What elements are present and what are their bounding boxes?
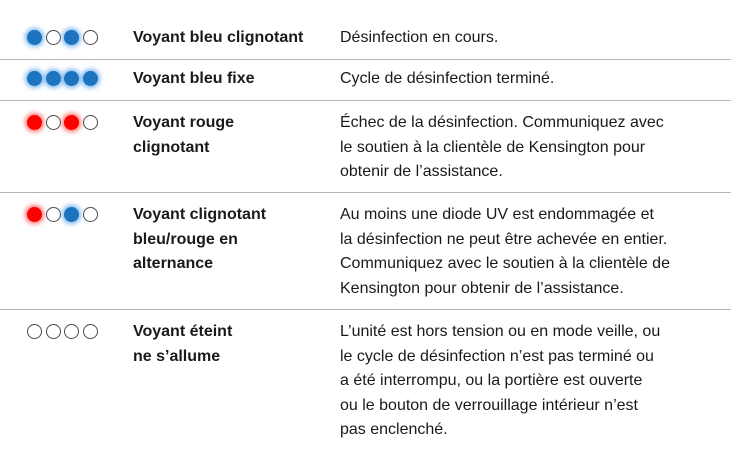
state-line: bleu/rouge en bbox=[133, 230, 238, 248]
desc-line: Au moins une diode UV est endommagée et bbox=[340, 206, 654, 223]
led-off-icon bbox=[83, 207, 98, 222]
led-state-label bbox=[133, 320, 340, 369]
led-state-label bbox=[133, 67, 340, 92]
led-state-description bbox=[340, 203, 731, 301]
led-red-icon bbox=[27, 115, 42, 130]
table-row bbox=[0, 310, 731, 452]
led-indicator-group bbox=[0, 207, 133, 222]
led-off-icon bbox=[27, 324, 42, 339]
led-blue-icon bbox=[83, 71, 98, 86]
table-row bbox=[0, 60, 731, 101]
state-line: alternance bbox=[133, 255, 214, 272]
desc-line: pas enclenché. bbox=[340, 421, 448, 438]
led-blue-icon bbox=[27, 30, 42, 45]
desc-line: Désinfection en cours. bbox=[340, 29, 499, 46]
desc-line: Échec de la désinfection. Communiquez avec bbox=[340, 114, 664, 131]
led-state-description bbox=[340, 67, 731, 92]
led-blue-icon bbox=[64, 30, 79, 45]
led-indicator-group bbox=[0, 71, 133, 86]
led-off-icon bbox=[46, 30, 61, 45]
led-indicator-group bbox=[0, 30, 133, 45]
led-off-icon bbox=[83, 115, 98, 130]
led-indicator-group bbox=[0, 115, 133, 130]
led-red-icon bbox=[64, 115, 79, 130]
led-off-icon bbox=[83, 324, 98, 339]
state-line: ne s’allume bbox=[133, 347, 221, 365]
led-state-description bbox=[340, 26, 731, 51]
led-red-icon bbox=[27, 207, 42, 222]
led-indicator-group bbox=[0, 324, 133, 339]
desc-line: le cycle de désinfection n’est pas terminé ou bbox=[340, 347, 654, 365]
led-off-icon bbox=[46, 207, 61, 222]
led-state-description bbox=[340, 320, 731, 443]
desc-line: Communiquez avec le soutien à la clientèle de bbox=[340, 255, 670, 272]
desc-line: obtenir de l’assistance. bbox=[340, 163, 503, 180]
led-state-description bbox=[340, 111, 731, 185]
desc-line: ou le bouton de verrouillage intérieur n’est bbox=[340, 396, 638, 414]
led-off-icon bbox=[64, 324, 79, 339]
led-blue-icon bbox=[64, 207, 79, 222]
led-off-icon bbox=[46, 324, 61, 339]
state-line: Voyant éteint bbox=[133, 323, 233, 340]
state-line: Voyant clignotant bbox=[133, 206, 267, 223]
desc-line: Cycle de désinfection terminé. bbox=[340, 70, 555, 87]
desc-line: a été interrompu, ou la portière est ouverte bbox=[340, 372, 643, 389]
state-line: clignotant bbox=[133, 138, 210, 156]
table-row bbox=[0, 101, 731, 193]
led-off-icon bbox=[83, 30, 98, 45]
desc-line: L’unité est hors tension ou en mode veille, ou bbox=[340, 323, 661, 340]
table-row bbox=[0, 193, 731, 310]
led-state-label bbox=[133, 26, 340, 51]
led-state-label bbox=[133, 203, 340, 277]
led-blue-icon bbox=[46, 71, 61, 86]
desc-line: la désinfection ne peut être achevée en entier. bbox=[340, 230, 668, 248]
desc-line: le soutien à la clientèle de Kensington pour bbox=[340, 138, 646, 156]
state-line: Voyant bleu clignotant bbox=[133, 29, 304, 46]
table-row bbox=[0, 0, 731, 60]
desc-line: Kensington pour obtenir de l’assistance. bbox=[340, 279, 624, 297]
led-blue-icon bbox=[64, 71, 79, 86]
led-blue-icon bbox=[27, 71, 42, 86]
led-off-icon bbox=[46, 115, 61, 130]
state-line: Voyant bleu fixe bbox=[133, 70, 255, 87]
state-line: Voyant rouge bbox=[133, 114, 235, 131]
led-state-label bbox=[133, 111, 340, 160]
